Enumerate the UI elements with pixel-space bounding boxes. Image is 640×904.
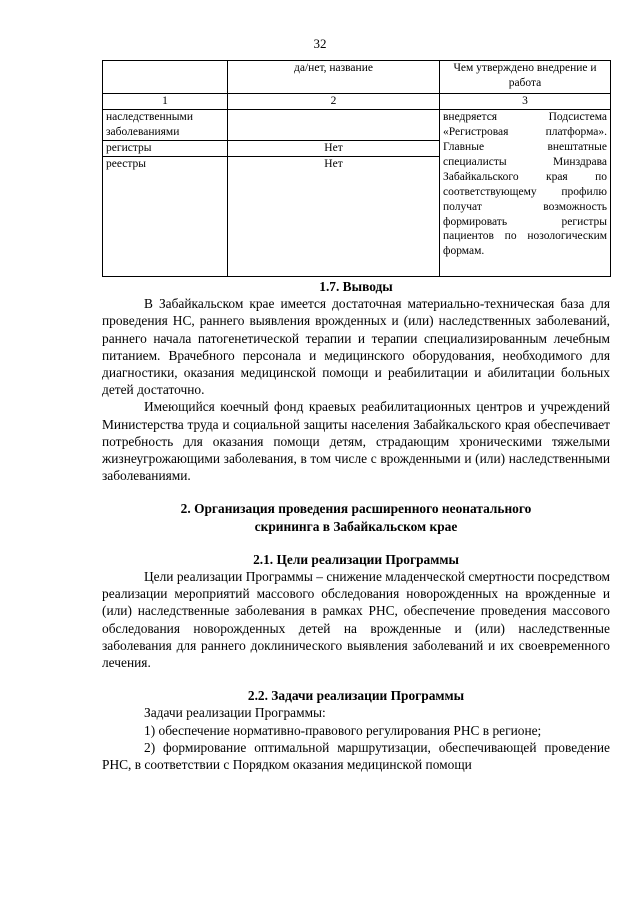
- text-line: Забайкальского края по: [443, 170, 607, 183]
- paragraph: Цели реализации Программы – снижение младенческой смертности посредством реализации мероприятий массового обследования новорожденных на врожденные и (или) наследственные заболевания в рамках РНС, обеспечение проведения массового обследования новорожденных детей на врожденные и (или) наследственные заболевания для раннего доклинического выявления заболеваний и их своевременного лечения.: [102, 569, 610, 671]
- page-number: 32: [313, 36, 327, 51]
- column-number: 1: [103, 94, 228, 110]
- section-heading-2-1: 2.1. Цели реализации Программы: [253, 551, 459, 567]
- text-line: Главные внештатные: [443, 140, 607, 153]
- list-item: 1) обеспечение нормативно-правового регулирования РНС в регионе;: [144, 722, 542, 738]
- section-heading-2-line2: скрининга в Забайкальском крае: [254, 518, 458, 534]
- table-number-row: [103, 94, 611, 110]
- text-line: пациентов по нозологическим: [443, 230, 607, 243]
- text-line: формировать регистры: [443, 215, 607, 228]
- section-heading-1-7: 1.7. Выводы: [319, 279, 393, 294]
- column-number: 2: [228, 94, 440, 110]
- table-cell-implementation: [440, 109, 611, 276]
- text-line: получат возможность: [443, 200, 607, 213]
- list-item: 2) формирование оптимальной маршрутизации, обеспечивающей проведение РНС, в соответствии с Порядком оказания медицинской помощи: [102, 739, 610, 773]
- column-number: 3: [440, 94, 611, 110]
- table-cell: реестры: [103, 156, 228, 276]
- table-header-row: [103, 61, 611, 94]
- table-cell: Нет: [228, 156, 440, 276]
- paragraph: Имеющийся коечный фонд краевых реабилитационных центров и учреждений Министерства труда и социальной защиты населения Забайкальского края обеспечивает потребность для оказания помощи детям, страдающим хроническими тяжелыми жизнеугрожающими заболевания, в том числе с врожденными и (или) наследственными заболеваниями.: [102, 399, 610, 484]
- table-header-cell: Чем утверждено внедрение и работа: [440, 61, 611, 94]
- table-row: [103, 109, 611, 140]
- table-cell: [228, 109, 440, 140]
- text-line: специалисты Минздрава: [443, 155, 607, 168]
- text-line: соответствующему профилю: [443, 185, 607, 198]
- table-cell: наследственными заболеваниями: [103, 109, 228, 140]
- text-line: формам.: [443, 245, 485, 258]
- table-header-cell: да/нет, название: [228, 61, 440, 94]
- document-body: [102, 278, 610, 773]
- text-line: внедряется Подсистема: [443, 110, 607, 123]
- paragraph: В Забайкальском крае имеется достаточная материально-техническая база для проведения НС, раннего выявления врожденных и (или) наследственных заболеваний, раннего начала патогенетической терапии и терапии специализированным лечебным питанием. Врачебного персонала и медицинского оборудования, необходимого для диагностики, оказания медицинской помощи и реабилитации и абилитации больных детей достаточно.: [102, 296, 610, 398]
- paragraph: Задачи реализации Программы:: [144, 705, 326, 721]
- text-line: «Регистровая платформа».: [443, 125, 607, 138]
- table-cell: регистры: [103, 140, 228, 156]
- section-heading-2-2: 2.2. Задачи реализации Программы: [247, 688, 465, 704]
- section-heading-2-line1: 2. Организация проведения расширенного неонатального: [180, 501, 532, 517]
- registry-table: [102, 60, 611, 277]
- table-header-cell: [103, 61, 228, 94]
- table-cell: Нет: [228, 140, 440, 156]
